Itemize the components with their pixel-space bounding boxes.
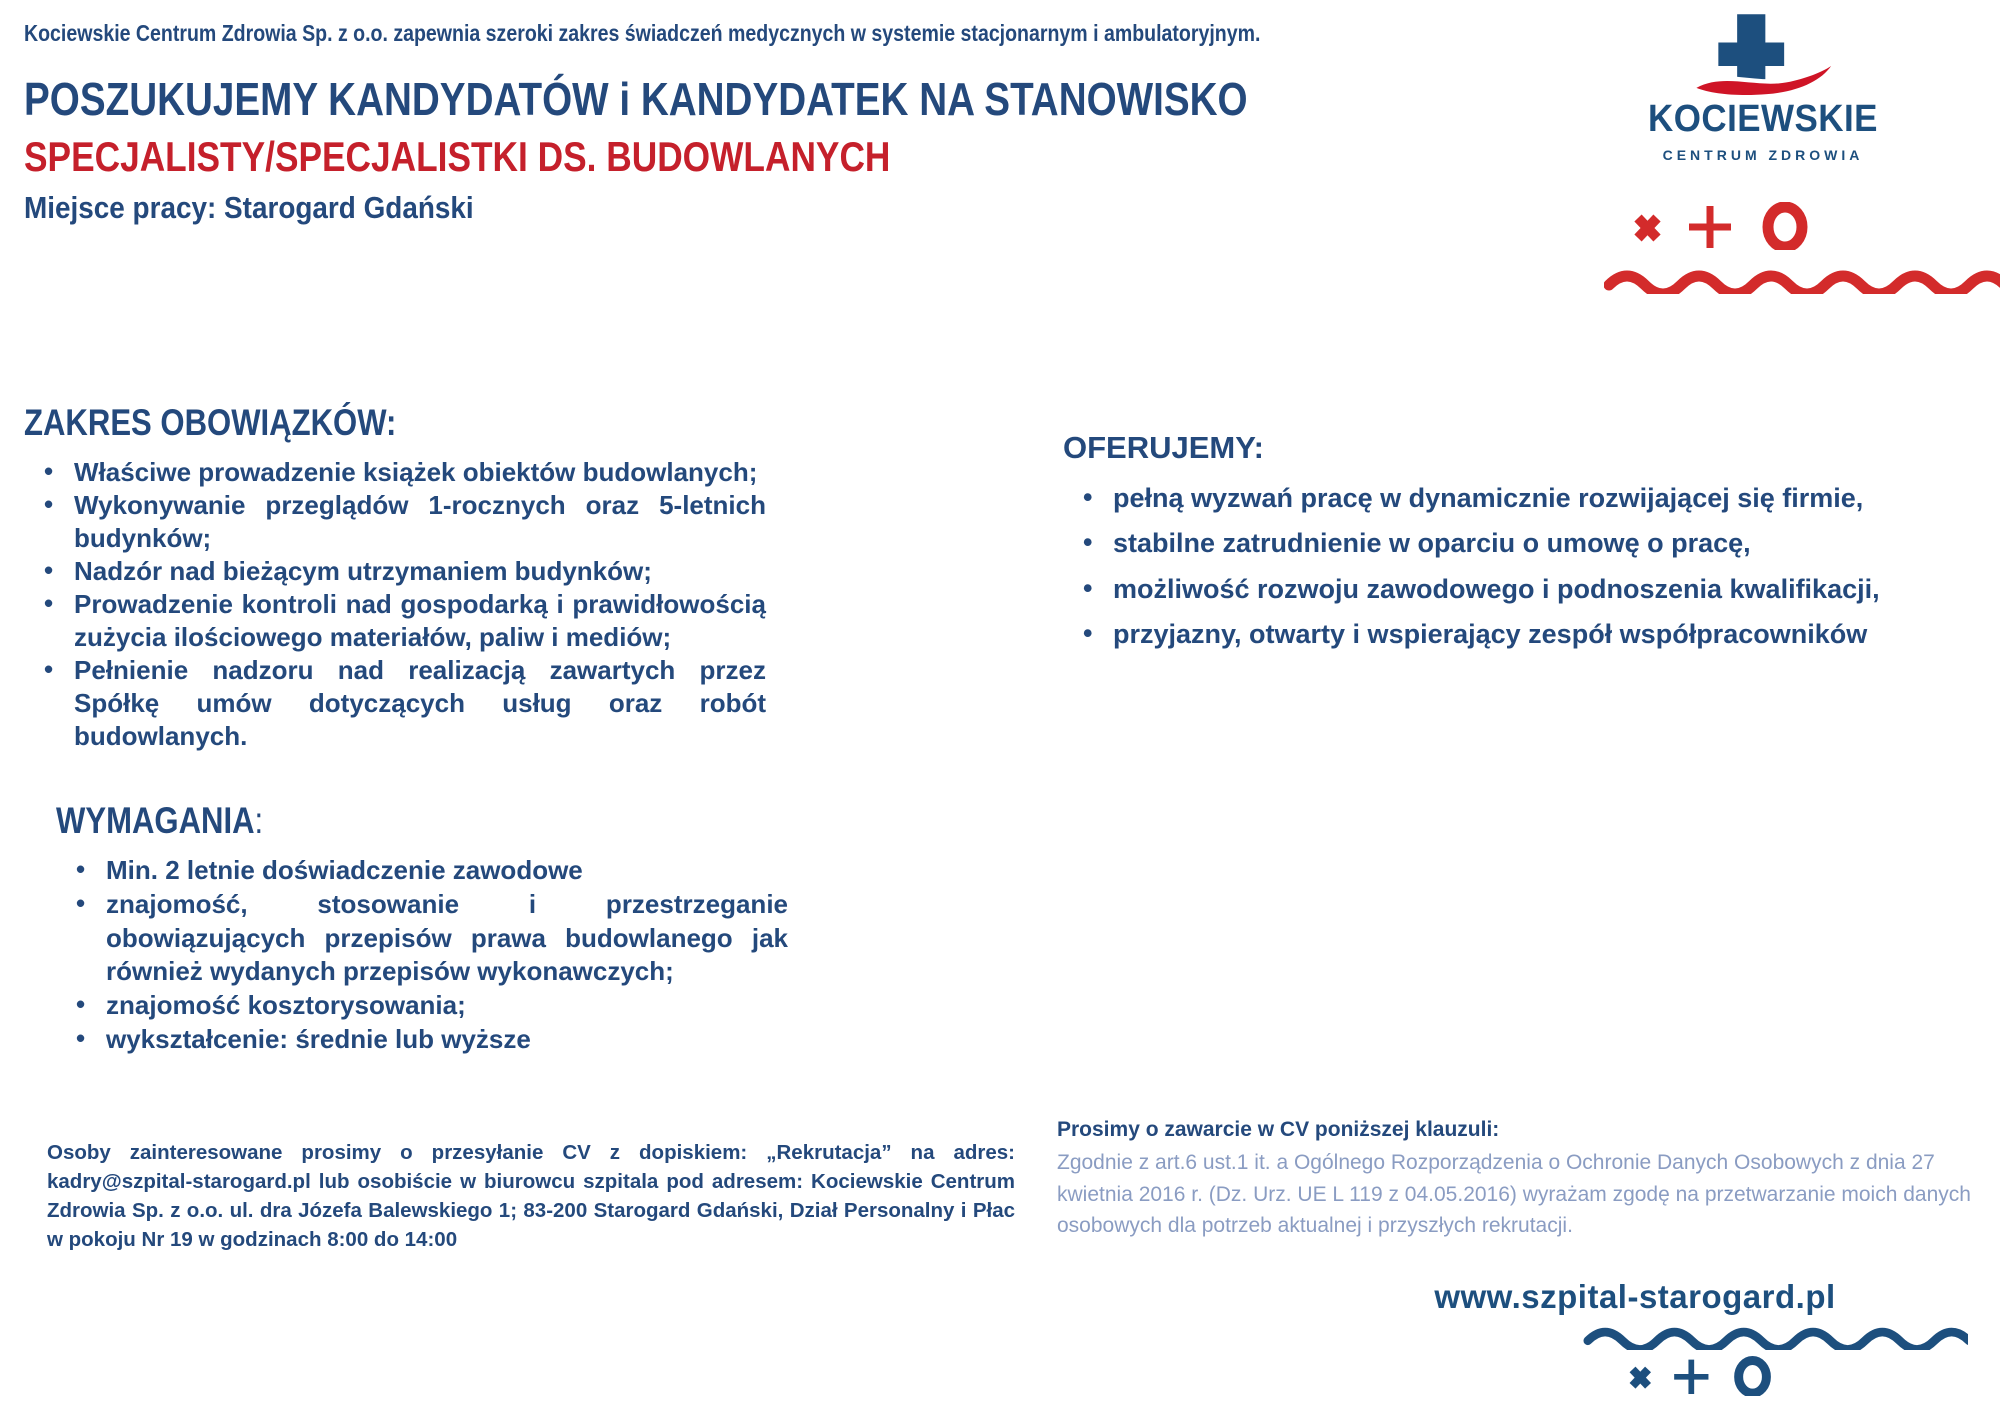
medical-cross-wave-icon	[1638, 8, 1888, 102]
intro-text: Kociewskie Centrum Zdrowia Sp. z o.o. zapewnia szeroki zakres świadczeń medycznych w systemie stacjonarnym i ambulatoryjnym.	[24, 20, 1261, 46]
list-item: • stabilne zatrudnienie w oparciu o umowę o pracę,	[1113, 527, 1963, 559]
requirements-section	[56, 800, 788, 1057]
wave-line-icon	[1583, 1318, 1968, 1355]
list-item: • Nadzór nad bieżącym utrzymaniem budynków;	[74, 555, 766, 588]
list-item: • Prowadzenie kontroli nad gospodarką i prawidłowością zużycia ilościowego materiałów, paliw i mediów;	[74, 588, 766, 654]
list-item: • pełną wyzwań pracę w dynamicznie rozwijającej się firmie,	[1113, 482, 1963, 514]
duties-heading: ZAKRES OBOWIĄZKÓW:	[24, 402, 397, 443]
requirements-heading: WYMAGANIA:	[56, 800, 264, 841]
rodo-text: Zgodnie z art.6 ust.1 it. a Ogólnego Rozporządzenia o Ochronie Danych Osobowych z dnia 27 kwietnia 2016 r. (Dz. Urz. UE L 119 z 04.05.2016) wyrażam zgodę na przetwarzanie moich danych osobowych dla potrzeb aktualnej i przyszłych rekrutacji.	[1057, 1151, 1971, 1237]
list-item: • Właściwe prowadzenie książek obiektów budowlanych;	[74, 456, 766, 489]
list-item: • znajomość kosztorysowania;	[106, 989, 788, 1023]
list-item: • wykształcenie: średnie lub wyższe	[106, 1023, 788, 1057]
list-item: • Min. 2 letnie doświadczenie zawodowe	[106, 854, 788, 888]
wave-line-icon	[1604, 262, 2000, 299]
offer-section	[1063, 430, 1963, 664]
requirements-list	[56, 854, 788, 1057]
offer-heading: OFERUJEMY:	[1063, 430, 1264, 465]
website-url: www.szpital-starogard.pl	[1434, 1278, 1836, 1315]
list-item: • Pełnienie nadzoru nad realizacją zawartych przez Spółkę umów dotyczących usług oraz robót budowlanych.	[74, 654, 766, 753]
list-item: • znajomość, stosowanie i przestrzeganie obowiązujących przepisów prawa budowlanego jak również wydanych przepisów wykonawczych;	[106, 888, 788, 989]
rodo-section	[1057, 1118, 1975, 1242]
rodo-heading: Prosimy o zawarcie w CV poniższej klauzuli:	[1057, 1118, 1500, 1141]
list-item: • możliwość rozwoju zawodowego i podnoszenia kwalifikacji,	[1113, 573, 1963, 605]
list-item: • przyjazny, otwarty i wspierający zespół współpracowników	[1113, 618, 1963, 650]
offer-list	[1063, 482, 1963, 651]
duties-section	[24, 402, 766, 753]
duties-list	[24, 456, 766, 753]
list-item: • Wykonywanie przeglądów 1-rocznych oraz 5-letnich budynków;	[74, 489, 766, 555]
x-plus-o-icon	[1626, 1356, 1786, 1401]
contact-paragraph: Osoby zainteresowane prosimy o przesyłanie CV z dopiskiem: „Rekrutacja” na adres: kadry@szpital-starogard.pl lub osobiście w biurowcu szpitala pod adresem: Kociewskie Centrum Zdrowia Sp. z o.o. ul. dra Józefa Balewskiego 1; 83-200 Starogard Gdański, Dział Personalny i Płac w pokoju Nr 19 w godzinach 8:00 do 14:00	[47, 1141, 1015, 1252]
logo-name: KOCIEWSKIE	[1648, 98, 1878, 140]
job-title-line2: SPECJALISTY/SPECJALISTKI DS. BUDOWLANYCH	[24, 133, 891, 180]
job-title-line1: POSZUKUJEMY KANDYDATÓW i KANDYDATEK NA STANOWISKO	[24, 73, 1248, 125]
company-logo	[1638, 8, 1888, 163]
logo-subtitle: CENTRUM ZDROWIA	[1662, 147, 1864, 163]
x-plus-o-icon	[1630, 202, 1826, 255]
requirements-heading-colon: :	[254, 800, 264, 841]
job-location: Miejsce pracy: Starogard Gdański	[24, 190, 474, 225]
